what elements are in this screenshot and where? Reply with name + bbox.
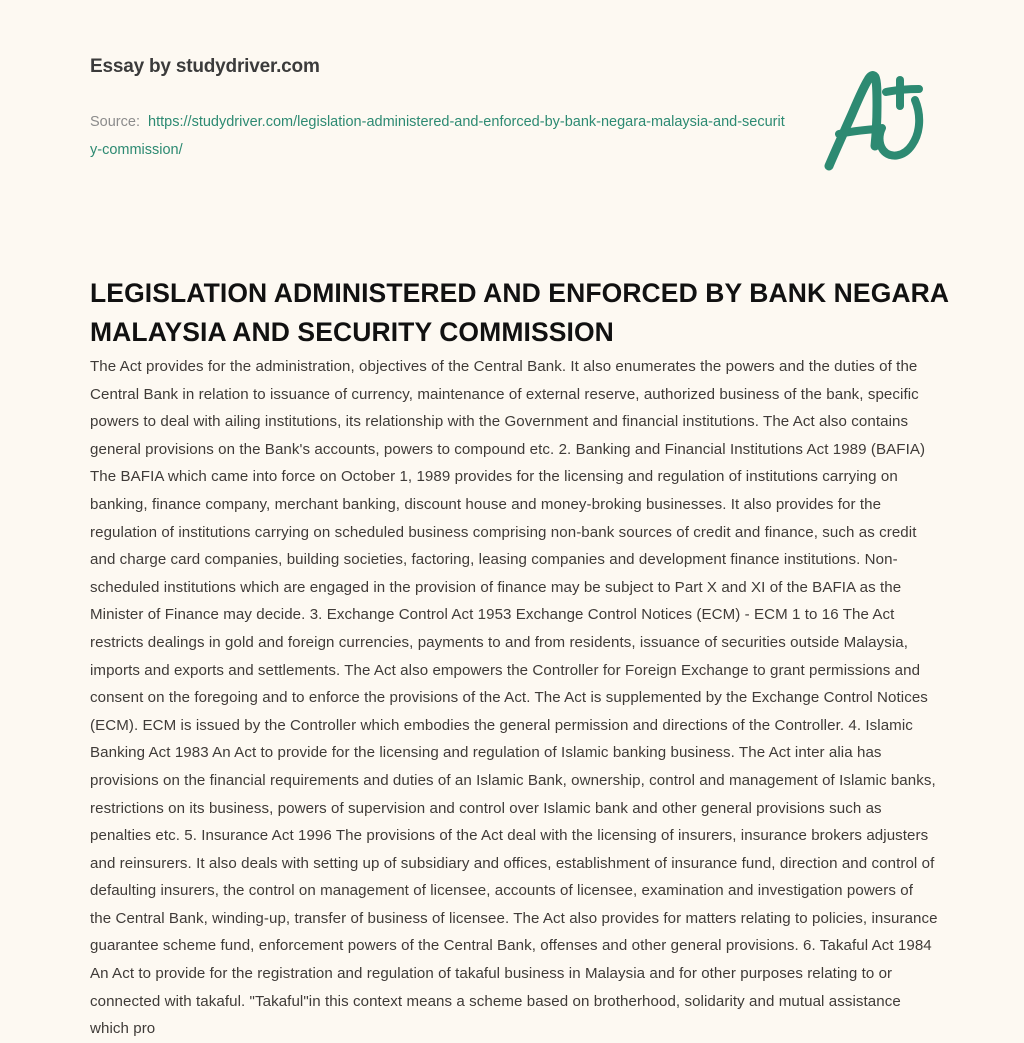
source-line (90, 108, 790, 164)
source-url-link[interactable]: https://studydriver.com/legislation-administered-and-enforced-by-bank-negara-malaysia-and-security-commission/ (90, 114, 785, 158)
page-title: LEGISLATION ADMINISTERED AND ENFORCED BY BANK NEGARA MALAYSIA AND SECURITY COMMISSION (90, 277, 949, 347)
essay-byline: Essay by studydriver.com (90, 56, 320, 77)
document-body: The Act provides for the administration, objectives of the Central Bank. It also enumerates the powers and the duties of the Central Bank in relation to issuance of currency, maintenance of external reserve, authorized business of the bank, specific powers to deal with ailing institutions, its relationship with the Government and financial institutions. The Act also contains general provisions on the Bank's accounts, powers to compound etc. 2. Banking and Financial Institutions Act 1989 (BAFIA) The BAFIA which came into force on October 1, 1989 provides for the licensing and regulation of institutions carrying on banking, finance company, merchant banking, discount house and money-broking businesses. It also provides for the regulation of institutions carrying on scheduled business comprising non-bank sources of credit and finance, such as credit and charge card companies, building societies, factoring, leasing companies and development finance institutions. Non-scheduled institutions which are engaged in the provision of finance may be subject to Part X and XI of the BAFIA as the Minister of Finance may decide. 3. Exchange Control Act 1953 Exchange Control Notices (ECM) - ECM 1 to 16 The Act restricts dealings in gold and foreign currencies, payments to and from residents, issuance of securities outside Malaysia, imports and exports and settlements. The Act also empowers the Controller for Foreign Exchange to grant permissions and consent on the foregoing and to enforce the provisions of the Act. The Act is supplemented by the Exchange Control Notices (ECM). ECM is issued by the Controller which embodies the general permission and directions of the Controller. 4. Islamic Banking Act 1983 An Act to provide for the licensing and regulation of Islamic banking business. The Act inter alia has provisions on the financial requirements and duties of an Islamic Bank, ownership, control and management of Islamic banks, restrictions on its business, powers of supervision and control over Islamic bank and other general provisions such as penalties etc. 5. Insurance Act 1996 The provisions of the Act deal with the licensing of insurers, insurance brokers adjusters and reinsurers. It also deals with setting up of subsidiary and offices, establishment of insurance fund, direction and control of defaulting insurers, the control on management of licensee, accounts of licensee, examination and investigation powers of the Central Bank, winding-up, transfer of business of licensee. The Act also provides for matters relating to policies, insurance guarantee scheme fund, enforcement powers of the Central Bank, offenses and other general provisions. 6. Takaful Act 1984 An Act to provide for the registration and regulation of takaful business in Malaysia and for other purposes relating to or connected with takaful. "Takaful"in this context means a scheme based on brotherhood, solidarity and mutual assistance which pro (90, 358, 938, 1038)
a-plus-logo-icon (818, 62, 938, 177)
source-label: Source: (90, 114, 140, 130)
page-header (0, 0, 1024, 210)
